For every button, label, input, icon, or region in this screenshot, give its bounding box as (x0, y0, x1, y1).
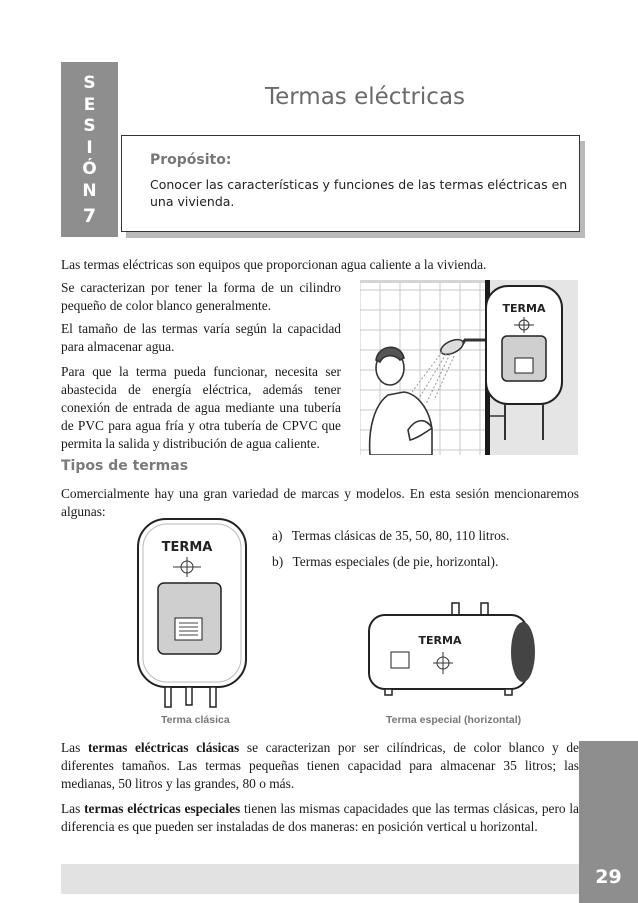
paragraph-function: Para que la terma pueda funcionar, necesita ser abastecida de energía eléctrica, además tener conexión de entrada de agua mediante una tubería de PVC para agua fría y otra tubería de CPVC que permita la salida y distribución de agua caliente. (61, 364, 341, 451)
horizontal-terma-illustration (365, 600, 540, 700)
classic-terma-illustration (135, 515, 250, 710)
session-letter: N (82, 180, 97, 201)
text-run: Las (61, 801, 85, 816)
paragraph-clasicas (61, 739, 579, 793)
list-text: Termas clásicas de 35, 50, 80, 110 litros. (291, 528, 510, 543)
intro-paragraph: Las termas eléctricas son equipos que proporcionan agua caliente a la vivienda. (61, 257, 487, 272)
text-run: Las (61, 740, 88, 755)
terma-brand-label: TERMA (418, 634, 462, 647)
paragraph-especiales (61, 800, 579, 836)
terma-brand-label: TERMA (161, 540, 213, 555)
paragraph-size: El tamaño de las termas varía según la capacidad para almacenar agua. (61, 321, 341, 354)
section-heading-tipos: Tipos de termas (61, 458, 189, 474)
purpose-label: Propósito: (150, 152, 232, 168)
session-letter: S (83, 116, 96, 136)
footer-bar (61, 864, 579, 894)
session-letter: Ó (82, 159, 97, 179)
session-letter: S (83, 73, 96, 93)
list-text: Termas especiales (de pie, horizontal). (292, 554, 499, 569)
page-title: Termas eléctricas (264, 84, 466, 110)
session-number: 7 (82, 205, 97, 227)
bold-term: termas eléctricas clásicas (87, 740, 240, 755)
list-marker: a) (272, 528, 283, 543)
terma-brand-label: TERMA (502, 302, 546, 315)
list-item (272, 527, 509, 545)
tipos-intro: Comercialmente hay una gran variedad de marcas y modelos. En esta sesión mencionaremos algunas: (61, 486, 579, 519)
purpose-text: Conocer las características y funciones de las termas eléctricas en una vivienda. (150, 177, 568, 209)
list-marker: b) (272, 554, 284, 569)
shower-illustration (360, 280, 578, 455)
session-label (61, 73, 118, 202)
caption-clasica: Terma clásica (161, 714, 230, 726)
page-number: 29 (595, 866, 622, 888)
caption-especial: Terma especial (horizontal) (386, 714, 522, 726)
text-run: se caracterizan por ser cilíndricas, de color blanco y de diferentes tamaños. Las termas pequeñas tienen capacidad para almacenar 35 litros; las medianas, 50 litros y las grandes, 80 o más. (61, 740, 579, 791)
session-tab (61, 62, 118, 237)
session-letter: E (83, 94, 96, 115)
text-run: tienen las mismas capacidades que las termas clásicas, pero la diferencia es que pueden ser instaladas de dos maneras: en posición vertical u horizontal. (61, 801, 580, 834)
list-item (272, 553, 498, 571)
session-letter: I (86, 137, 93, 158)
paragraph-shape: Se caracterizan por tener la forma de un cilindro pequeño de color blanco generalmente. (61, 280, 341, 313)
bold-term: termas eléctricas especiales (84, 801, 241, 816)
